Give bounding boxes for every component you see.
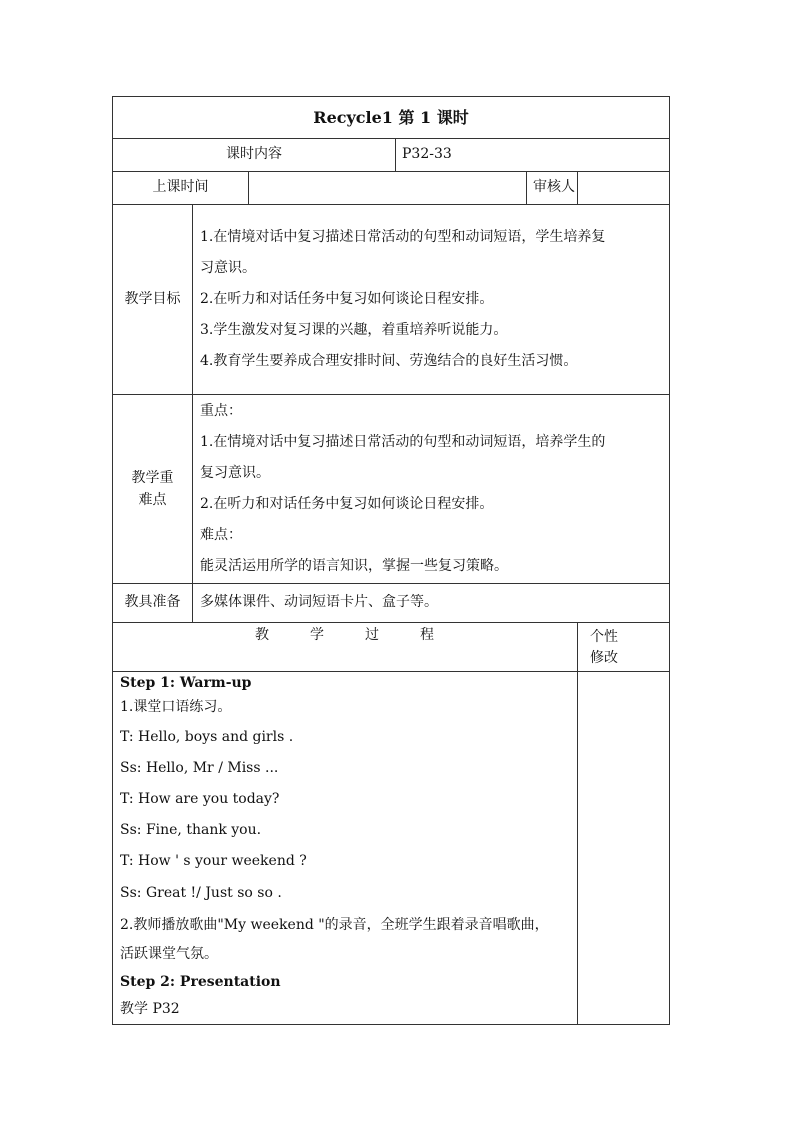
difficulty-line: 2.在听力和对话任务中复习如何谈论日程安排。 [200, 496, 494, 512]
tools-value: 多媒体课件、动词短语卡片、盒子等。 [193, 584, 670, 623]
dialog-line: Ss: Great !/ Just so so . [120, 885, 282, 901]
goal-line: 3.学生激发对复习课的兴趣，着重培养听说能力。 [200, 322, 508, 338]
process-heading-char: 程 [420, 627, 435, 643]
lesson-plan-table [112, 96, 670, 1025]
difficulty-line: 难点： [200, 527, 242, 543]
difficulty-line: 重点： [200, 403, 242, 419]
step1-title: Step 1: Warm-up [120, 675, 252, 691]
dialog-line: Ss: Hello, Mr / Miss ... [120, 760, 279, 776]
dialog-line: Ss: Fine, thank you. [120, 822, 262, 838]
process-heading-char: 教 [255, 627, 270, 643]
goal-line: 习意识。 [200, 260, 256, 276]
difficulty-label-line1: 教学重 [131, 470, 174, 486]
difficulty-content [193, 395, 670, 584]
personal-revision-header [578, 623, 670, 672]
difficulty-line: 复习意识。 [200, 465, 270, 481]
difficulty-line: 1.在情境对话中复习描述日常活动的句型和动词短语，培养学生的 [200, 434, 606, 450]
step1-item2-line2: 活跃课堂气氛。 [120, 946, 218, 962]
goal-line: 4.教育学生要养成合理安排时间、劳逸结合的良好生活习惯。 [200, 353, 578, 369]
page-title: Recycle1 第 1 课时 [113, 97, 670, 139]
difficulty-label [113, 395, 193, 584]
dialog-line: T: Hello, boys and girls . [120, 729, 294, 745]
reviewer-value [578, 172, 670, 205]
goal-line: 2.在听力和对话任务中复习如何谈论日程安排。 [200, 291, 494, 307]
time-value [249, 172, 527, 205]
tools-label: 教具准备 [113, 584, 193, 623]
process-heading [113, 623, 578, 672]
dialog-line: T: How ' s your weekend ? [120, 853, 307, 869]
process-body [113, 672, 578, 1025]
reviewer-label: 审核人 [527, 172, 578, 205]
personal-revision-cell [578, 672, 670, 1025]
content-value: P32-33 [396, 139, 670, 172]
goals-label: 教学目标 [113, 205, 193, 395]
time-label: 上课时间 [113, 172, 249, 205]
process-heading-char: 学 [310, 627, 325, 643]
difficulty-label-line2: 难点 [138, 492, 167, 508]
personal-revision-line1: 个性 [590, 629, 618, 645]
step2-line: 教学 P32 [120, 1001, 180, 1017]
content-label: 课时内容 [113, 139, 396, 172]
step1-item2-line1: 2.教师播放歌曲"My weekend "的录音，全班学生跟着录音唱歌曲， [120, 917, 549, 933]
difficulty-line: 能灵活运用所学的语言知识，掌握一些复习策略。 [200, 558, 508, 574]
step1-item1: 1.课堂口语练习。 [120, 699, 232, 715]
step2-title: Step 2: Presentation [120, 974, 281, 990]
goal-line: 1.在情境对话中复习描述日常活动的句型和动词短语，学生培养复 [200, 229, 606, 245]
lesson-plan-sheet [112, 96, 669, 1025]
personal-revision-line2: 修改 [590, 650, 618, 666]
dialog-line: T: How are you today? [120, 791, 280, 807]
process-heading-char: 过 [365, 627, 380, 643]
goals-content [193, 205, 670, 395]
